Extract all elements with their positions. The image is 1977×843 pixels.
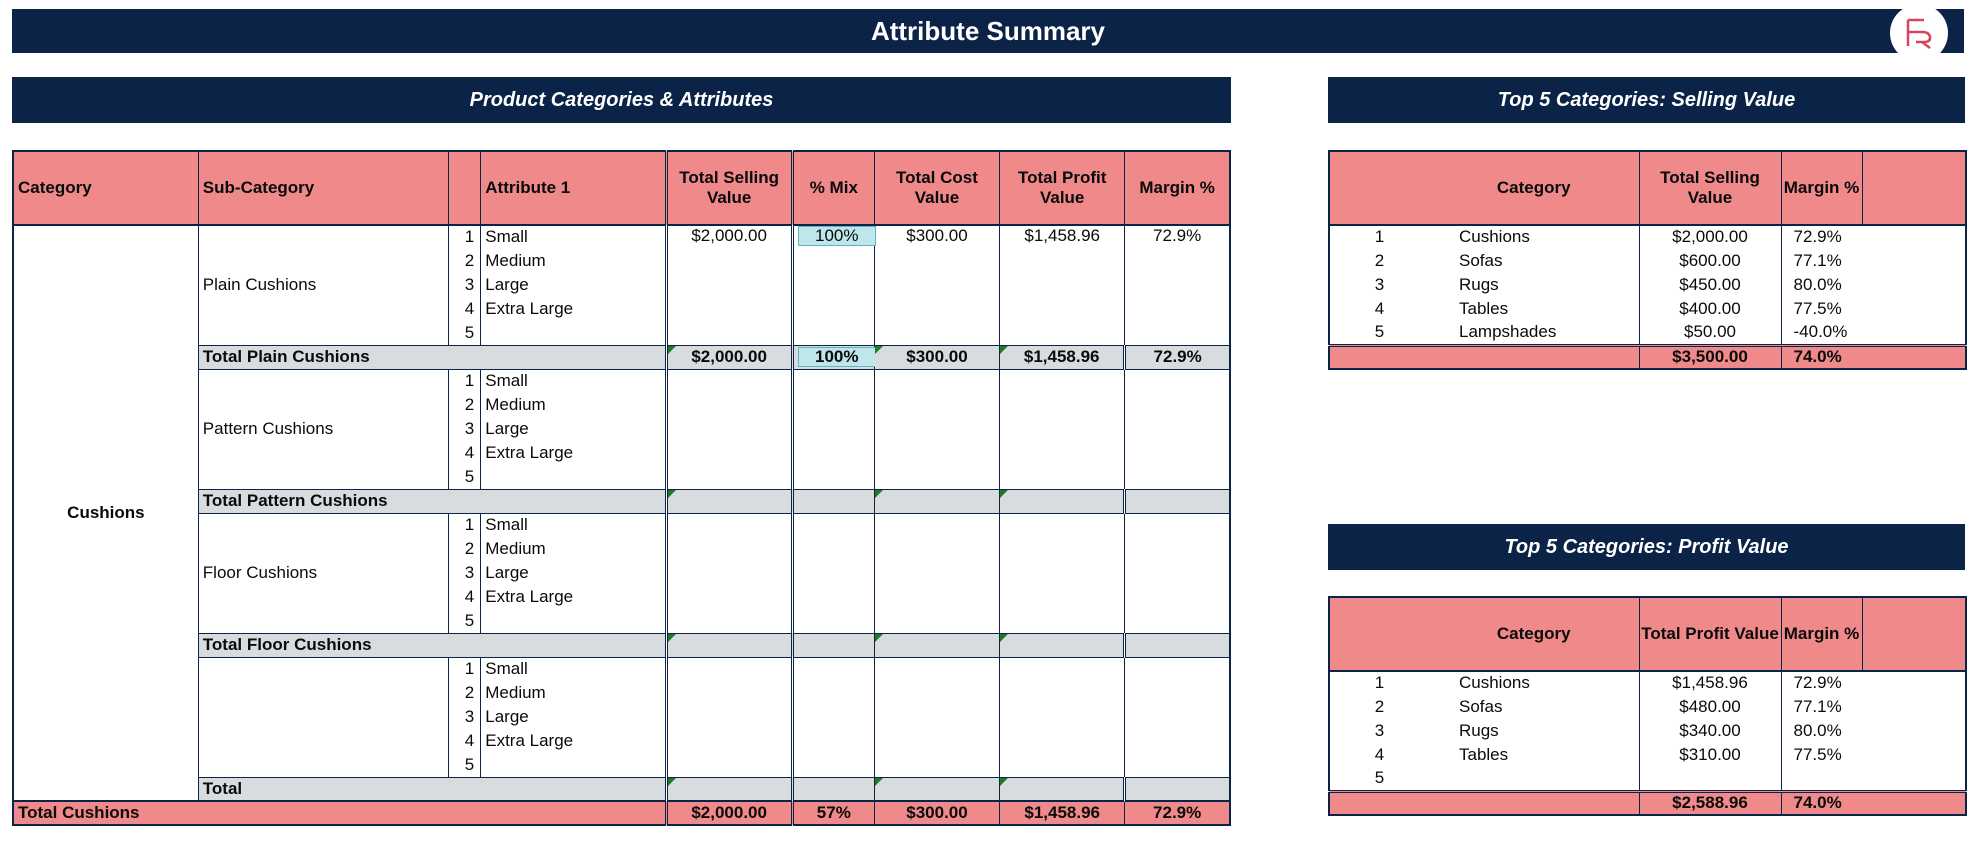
category-margin: 77.1%: [1781, 249, 1862, 273]
section-title-products: Product Categories & Attributes: [12, 77, 1231, 123]
category-name: Cushions: [1459, 227, 1530, 247]
attribute-index: 3: [449, 705, 481, 729]
mix-cell: [792, 369, 874, 489]
subcategory-cell: Pattern Cushions: [198, 369, 448, 489]
header-value: Total Selling Value: [1639, 151, 1781, 225]
attribute-index: 1: [449, 225, 481, 249]
header-rank: [1329, 151, 1429, 225]
attribute-label: [481, 465, 666, 489]
subtotal-margin: [1125, 489, 1230, 513]
attributes-table: [12, 150, 1231, 826]
subtotal-label: Total Plain Cushions: [198, 345, 666, 369]
subtotal-label: Total: [198, 777, 666, 801]
rank: 1: [1374, 673, 1385, 693]
table-row: [1329, 695, 1966, 719]
rank: 3: [1374, 274, 1385, 294]
rank: 3: [1374, 720, 1385, 740]
attribute-index: 2: [449, 681, 481, 705]
subcategory-cell: Plain Cushions: [198, 225, 448, 345]
category-name: Tables: [1459, 744, 1509, 764]
attribute-label: Large: [481, 417, 666, 441]
subtotal-margin: 72.9%: [1125, 345, 1230, 369]
subtotal-mix: 100%: [798, 347, 876, 367]
table-header-row: [13, 151, 1230, 225]
category-value: $2,000.00: [1639, 225, 1781, 249]
attribute-index: 2: [449, 393, 481, 417]
grand-total-selling: $2,000.00: [666, 801, 792, 825]
subtotal-cost: [874, 489, 999, 513]
total-blank-end: [1862, 791, 1966, 815]
attribute-index: 1: [449, 657, 481, 681]
header-category: Category: [1429, 151, 1639, 225]
header-mix: % Mix: [792, 151, 874, 225]
header-blank: [1862, 151, 1966, 225]
attribute-index: 4: [449, 729, 481, 753]
table-header-row: [1329, 151, 1966, 225]
subtotal-mix-cell: [792, 633, 874, 657]
attribute-label: Small: [481, 657, 666, 681]
category-name: [1429, 767, 1639, 791]
subtotal-cost: [874, 633, 999, 657]
attribute-index: 2: [449, 249, 481, 273]
attribute-label: Medium: [481, 393, 666, 417]
selling-value: [666, 513, 792, 633]
header-blank: [1862, 597, 1966, 671]
category-name: Rugs: [1459, 720, 1499, 740]
total-row: [1329, 791, 1966, 815]
category-margin: 80.0%: [1781, 719, 1862, 743]
cost-value: [874, 657, 999, 777]
table-row: [1329, 249, 1966, 273]
attribute-index: 2: [449, 537, 481, 561]
rank: 4: [1374, 298, 1385, 318]
rank: 2: [1374, 250, 1385, 270]
total-blank-end: [1862, 345, 1966, 369]
category-value: $600.00: [1639, 249, 1781, 273]
subtotal-cost: $300.00: [874, 345, 999, 369]
attribute-index: 5: [449, 753, 481, 777]
attribute-label: Large: [481, 561, 666, 585]
grand-total-row: [13, 801, 1230, 825]
table-row: [1329, 767, 1966, 791]
blank-cell: [1862, 273, 1966, 297]
rank: 2: [1374, 696, 1385, 716]
attribute-index: 3: [449, 417, 481, 441]
blank-cell: [1862, 321, 1966, 345]
attribute-label: Extra Large: [481, 297, 666, 321]
category-value: $310.00: [1639, 743, 1781, 767]
blank-cell: [1862, 297, 1966, 321]
mix-cell: [792, 225, 874, 345]
category-name: Cushions: [1459, 673, 1530, 693]
subcategory-cell: [198, 657, 448, 777]
header-attribute: Attribute 1: [481, 151, 666, 225]
brand-logo: [1890, 4, 1948, 62]
attribute-label: Small: [481, 513, 666, 537]
blank-cell: [1862, 719, 1966, 743]
attribute-label: Medium: [481, 537, 666, 561]
attribute-label: Large: [481, 273, 666, 297]
header-cost: Total Cost Value: [874, 151, 999, 225]
category-margin: [1781, 767, 1862, 791]
subtotal-profit: [1000, 489, 1125, 513]
header-subcategory: Sub-Category: [198, 151, 448, 225]
selling-value: [666, 369, 792, 489]
category-value: $400.00: [1639, 297, 1781, 321]
blank-cell: [1862, 249, 1966, 273]
page-title: Attribute Summary: [12, 9, 1964, 53]
header-profit: Total Profit Value: [1000, 151, 1125, 225]
total-margin: 74.0%: [1781, 791, 1862, 815]
blank-cell: [1862, 695, 1966, 719]
subtotal-margin: [1125, 633, 1230, 657]
rank: 4: [1374, 744, 1385, 764]
subtotal-selling: [666, 777, 792, 801]
category-margin: 77.1%: [1781, 695, 1862, 719]
category-value: $50.00: [1639, 321, 1781, 345]
selling-value: [666, 657, 792, 777]
total-row: [1329, 345, 1966, 369]
subtotal-profit: [1000, 777, 1125, 801]
cost-value: [874, 513, 999, 633]
subtotal-profit: $1,458.96: [1000, 345, 1125, 369]
table-row: [1329, 321, 1966, 345]
attribute-index: 5: [449, 465, 481, 489]
total-value: $3,500.00: [1639, 345, 1781, 369]
margin-value: [1125, 369, 1230, 489]
blank-cell: [1862, 743, 1966, 767]
blank-cell: [1862, 767, 1966, 791]
attribute-label: Extra Large: [481, 729, 666, 753]
attribute-index: 3: [449, 561, 481, 585]
table-row: [1329, 719, 1966, 743]
section-title-top-profit: Top 5 Categories: Profit Value: [1328, 524, 1965, 570]
category-value: [1639, 767, 1781, 791]
header-selling: Total Selling Value: [666, 151, 792, 225]
subtotal-label: Total Pattern Cushions: [198, 489, 666, 513]
category-value: $1,458.96: [1639, 671, 1781, 695]
rank: 1: [1374, 227, 1385, 247]
subtotal-selling: [666, 633, 792, 657]
subtotal-selling: [666, 489, 792, 513]
mix-cell: [792, 513, 874, 633]
category-margin: 77.5%: [1781, 297, 1862, 321]
attribute-index: 1: [449, 513, 481, 537]
category-margin: 77.5%: [1781, 743, 1862, 767]
category-value: $450.00: [1639, 273, 1781, 297]
blank-cell: [1862, 671, 1966, 695]
subtotal-cost: [874, 777, 999, 801]
cost-value: $300.00: [874, 225, 999, 345]
header-rank: [1329, 597, 1429, 671]
category-margin: 72.9%: [1781, 671, 1862, 695]
attribute-index: 4: [449, 441, 481, 465]
header-category: Category: [1429, 597, 1639, 671]
attribute-label: [481, 753, 666, 777]
category-margin: 80.0%: [1781, 273, 1862, 297]
attribute-index: 4: [449, 585, 481, 609]
subtotal-label: Total Floor Cushions: [198, 633, 666, 657]
profit-value: $1,458.96: [1000, 225, 1125, 345]
subtotal-mix-cell: [792, 489, 874, 513]
attribute-index: 5: [449, 321, 481, 345]
table-header-row: [1329, 597, 1966, 671]
header-category: Category: [13, 151, 198, 225]
attribute-label: Small: [481, 225, 666, 249]
attribute-label: [481, 609, 666, 633]
attribute-index: 3: [449, 273, 481, 297]
profit-value: [1000, 369, 1125, 489]
subtotal-profit: [1000, 633, 1125, 657]
attribute-label: Medium: [481, 249, 666, 273]
mix-value: 100%: [798, 226, 876, 246]
grand-total-label: Total Cushions: [13, 801, 666, 825]
table-row: [1329, 273, 1966, 297]
table-row: [13, 225, 1230, 249]
rank: 5: [1374, 322, 1385, 342]
mix-cell: [792, 657, 874, 777]
profit-value: [1000, 657, 1125, 777]
header-margin: Margin %: [1781, 597, 1862, 671]
category-margin: 72.9%: [1781, 225, 1862, 249]
total-blank: [1329, 345, 1639, 369]
table-row: [1329, 225, 1966, 249]
attribute-index: 1: [449, 369, 481, 393]
category-name: Tables: [1459, 298, 1509, 318]
category-name: Sofas: [1459, 250, 1503, 270]
margin-value: [1125, 657, 1230, 777]
rank: 5: [1374, 768, 1385, 788]
fr-logo-icon: [1902, 16, 1936, 50]
attribute-label: Small: [481, 369, 666, 393]
category-name: Sofas: [1459, 696, 1503, 716]
margin-value: 72.9%: [1125, 225, 1230, 345]
subtotal-selling: $2,000.00: [666, 345, 792, 369]
subtotal-mix-cell: [792, 777, 874, 801]
category-margin: -40.0%: [1781, 321, 1862, 345]
selling-value: $2,000.00: [666, 225, 792, 345]
table-row: [1329, 671, 1966, 695]
total-value: $2,588.96: [1639, 791, 1781, 815]
header-margin: Margin %: [1125, 151, 1230, 225]
attribute-index: 5: [449, 609, 481, 633]
section-title-top-selling: Top 5 Categories: Selling Value: [1328, 77, 1965, 123]
total-margin: 74.0%: [1781, 345, 1862, 369]
subcategory-cell: Floor Cushions: [198, 513, 448, 633]
attribute-label: Large: [481, 705, 666, 729]
category-value: $340.00: [1639, 719, 1781, 743]
subtotal-mix-cell: [792, 345, 874, 369]
attribute-label: [481, 321, 666, 345]
category-cell: Cushions: [67, 502, 145, 522]
header-value: Total Profit Value: [1639, 597, 1781, 671]
attribute-label: Extra Large: [481, 441, 666, 465]
table-row: [1329, 297, 1966, 321]
top-selling-table: [1328, 150, 1967, 370]
table-row: [1329, 743, 1966, 767]
cost-value: [874, 369, 999, 489]
header-attribute-index: [449, 151, 481, 225]
attribute-index: 4: [449, 297, 481, 321]
grand-total-margin: 72.9%: [1125, 801, 1230, 825]
total-blank: [1329, 791, 1639, 815]
attribute-label: Extra Large: [481, 585, 666, 609]
header-margin: Margin %: [1781, 151, 1862, 225]
subtotal-margin: [1125, 777, 1230, 801]
blank-cell: [1862, 225, 1966, 249]
grand-total-profit: $1,458.96: [1000, 801, 1125, 825]
margin-value: [1125, 513, 1230, 633]
profit-value: [1000, 513, 1125, 633]
grand-total-cost: $300.00: [874, 801, 999, 825]
grand-total-mix: 57%: [792, 801, 874, 825]
category-name: Rugs: [1459, 274, 1499, 294]
category-name: Lampshades: [1459, 322, 1557, 342]
attribute-label: Medium: [481, 681, 666, 705]
top-profit-table: [1328, 596, 1967, 816]
category-value: $480.00: [1639, 695, 1781, 719]
